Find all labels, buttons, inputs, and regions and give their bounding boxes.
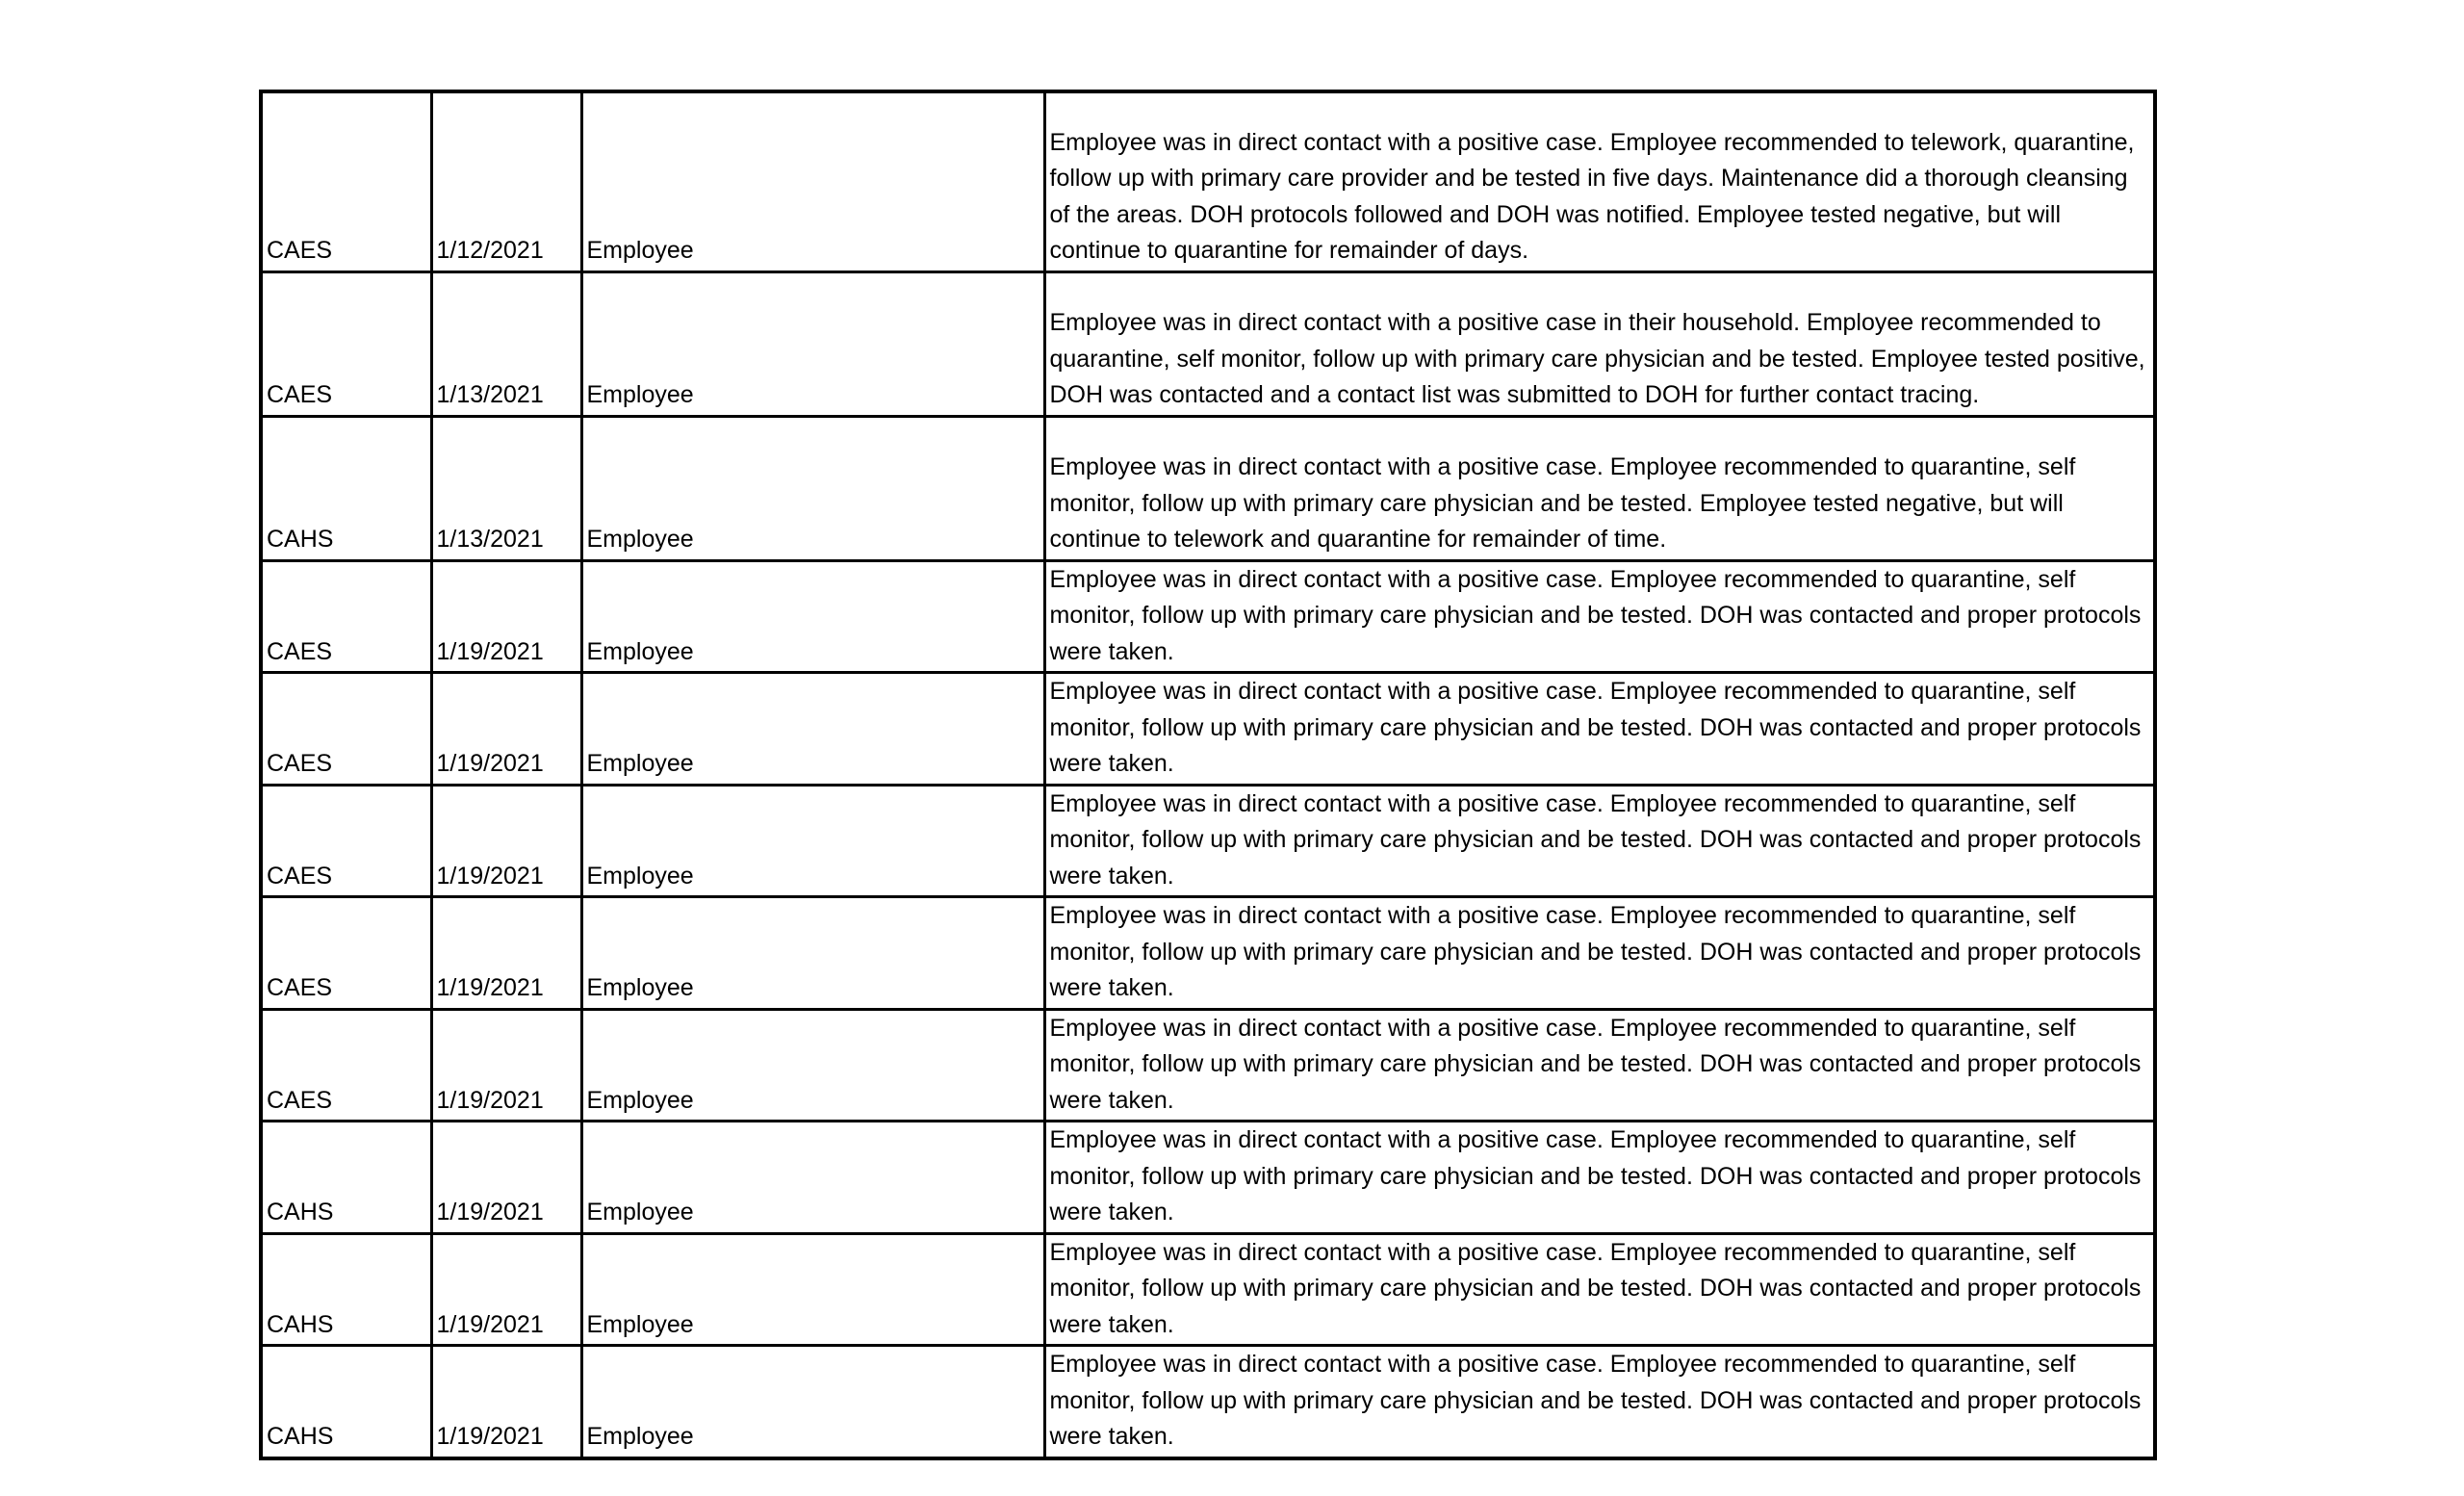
table-row [261,1122,2155,1234]
incident-table-body [261,91,2155,1458]
incident-table [259,90,2157,1460]
table-row [261,897,2155,1010]
role-cell: Employee [581,91,1044,271]
site-cell: CAES [261,560,431,673]
date-cell: 1/19/2021 [431,673,581,786]
description-cell: Employee was in direct contact with a positive case. Employee recommended to quarantine, self monitor, follow up with primary care physician and be tested. DOH was contacted and proper protocols were taken. [1044,1009,2155,1122]
role-cell: Employee [581,560,1044,673]
table-row [261,271,2155,416]
site-cell: CAES [261,785,431,897]
role-cell: Employee [581,1346,1044,1458]
table-row [261,91,2155,271]
role-cell: Employee [581,673,1044,786]
site-cell: CAES [261,1009,431,1122]
date-cell: 1/19/2021 [431,1233,581,1346]
role-cell: Employee [581,416,1044,560]
description-cell: Employee was in direct contact with a positive case. Employee recommended to quarantine, self monitor, follow up with primary care physician and be tested. DOH was contacted and proper protocols were taken. [1044,673,2155,786]
site-cell: CAHS [261,1233,431,1346]
report-sheet [259,90,2153,1460]
table-row [261,1346,2155,1458]
site-cell: CAES [261,897,431,1010]
site-cell: CAES [261,91,431,271]
description-cell: Employee was in direct contact with a positive case in their household. Employee recommended to quarantine, self monitor, follow up with primary care physician and be tested. Employee tested positive, DOH was contacted and a contact list was submitted to DOH for further contact tracing. [1044,271,2155,416]
description-cell: Employee was in direct contact with a positive case. Employee recommended to quarantine, self monitor, follow up with primary care physician and be tested. DOH was contacted and proper protocols were taken. [1044,785,2155,897]
description-cell: Employee was in direct contact with a positive case. Employee recommended to quarantine, self monitor, follow up with primary care physician and be tested. DOH was contacted and proper protocols were taken. [1044,560,2155,673]
description-cell: Employee was in direct contact with a positive case. Employee recommended to quarantine, self monitor, follow up with primary care physician and be tested. DOH was contacted and proper protocols were taken. [1044,897,2155,1010]
date-cell: 1/19/2021 [431,897,581,1010]
role-cell: Employee [581,1233,1044,1346]
date-cell: 1/13/2021 [431,271,581,416]
date-cell: 1/19/2021 [431,1122,581,1234]
date-cell: 1/19/2021 [431,785,581,897]
table-row [261,416,2155,560]
role-cell: Employee [581,1122,1044,1234]
description-cell: Employee was in direct contact with a positive case. Employee recommended to quarantine, self monitor, follow up with primary care physician and be tested. DOH was contacted and proper protocols were taken. [1044,1346,2155,1458]
date-cell: 1/19/2021 [431,560,581,673]
table-row [261,1233,2155,1346]
table-row [261,673,2155,786]
site-cell: CAES [261,271,431,416]
site-cell: CAHS [261,1122,431,1234]
description-cell: Employee was in direct contact with a positive case. Employee recommended to quarantine, self monitor, follow up with primary care physician and be tested. Employee tested negative, but will continue to telework and quarantine for remainder of time. [1044,416,2155,560]
date-cell: 1/12/2021 [431,91,581,271]
table-row [261,1009,2155,1122]
description-cell: Employee was in direct contact with a positive case. Employee recommended to quarantine, self monitor, follow up with primary care physician and be tested. DOH was contacted and proper protocols were taken. [1044,1122,2155,1234]
description-cell: Employee was in direct contact with a positive case. Employee recommended to telework, quarantine, follow up with primary care provider and be tested in five days. Maintenance did a thorough cleansing of the areas. DOH protocols followed and DOH was notified. Employee tested negative, but will continue to quarantine for remainder of days. [1044,91,2155,271]
role-cell: Employee [581,785,1044,897]
site-cell: CAES [261,673,431,786]
table-row [261,560,2155,673]
date-cell: 1/19/2021 [431,1009,581,1122]
date-cell: 1/13/2021 [431,416,581,560]
role-cell: Employee [581,1009,1044,1122]
site-cell: CAHS [261,416,431,560]
description-cell: Employee was in direct contact with a positive case. Employee recommended to quarantine, self monitor, follow up with primary care physician and be tested. DOH was contacted and proper protocols were taken. [1044,1233,2155,1346]
role-cell: Employee [581,271,1044,416]
date-cell: 1/19/2021 [431,1346,581,1458]
role-cell: Employee [581,897,1044,1010]
table-row [261,785,2155,897]
site-cell: CAHS [261,1346,431,1458]
